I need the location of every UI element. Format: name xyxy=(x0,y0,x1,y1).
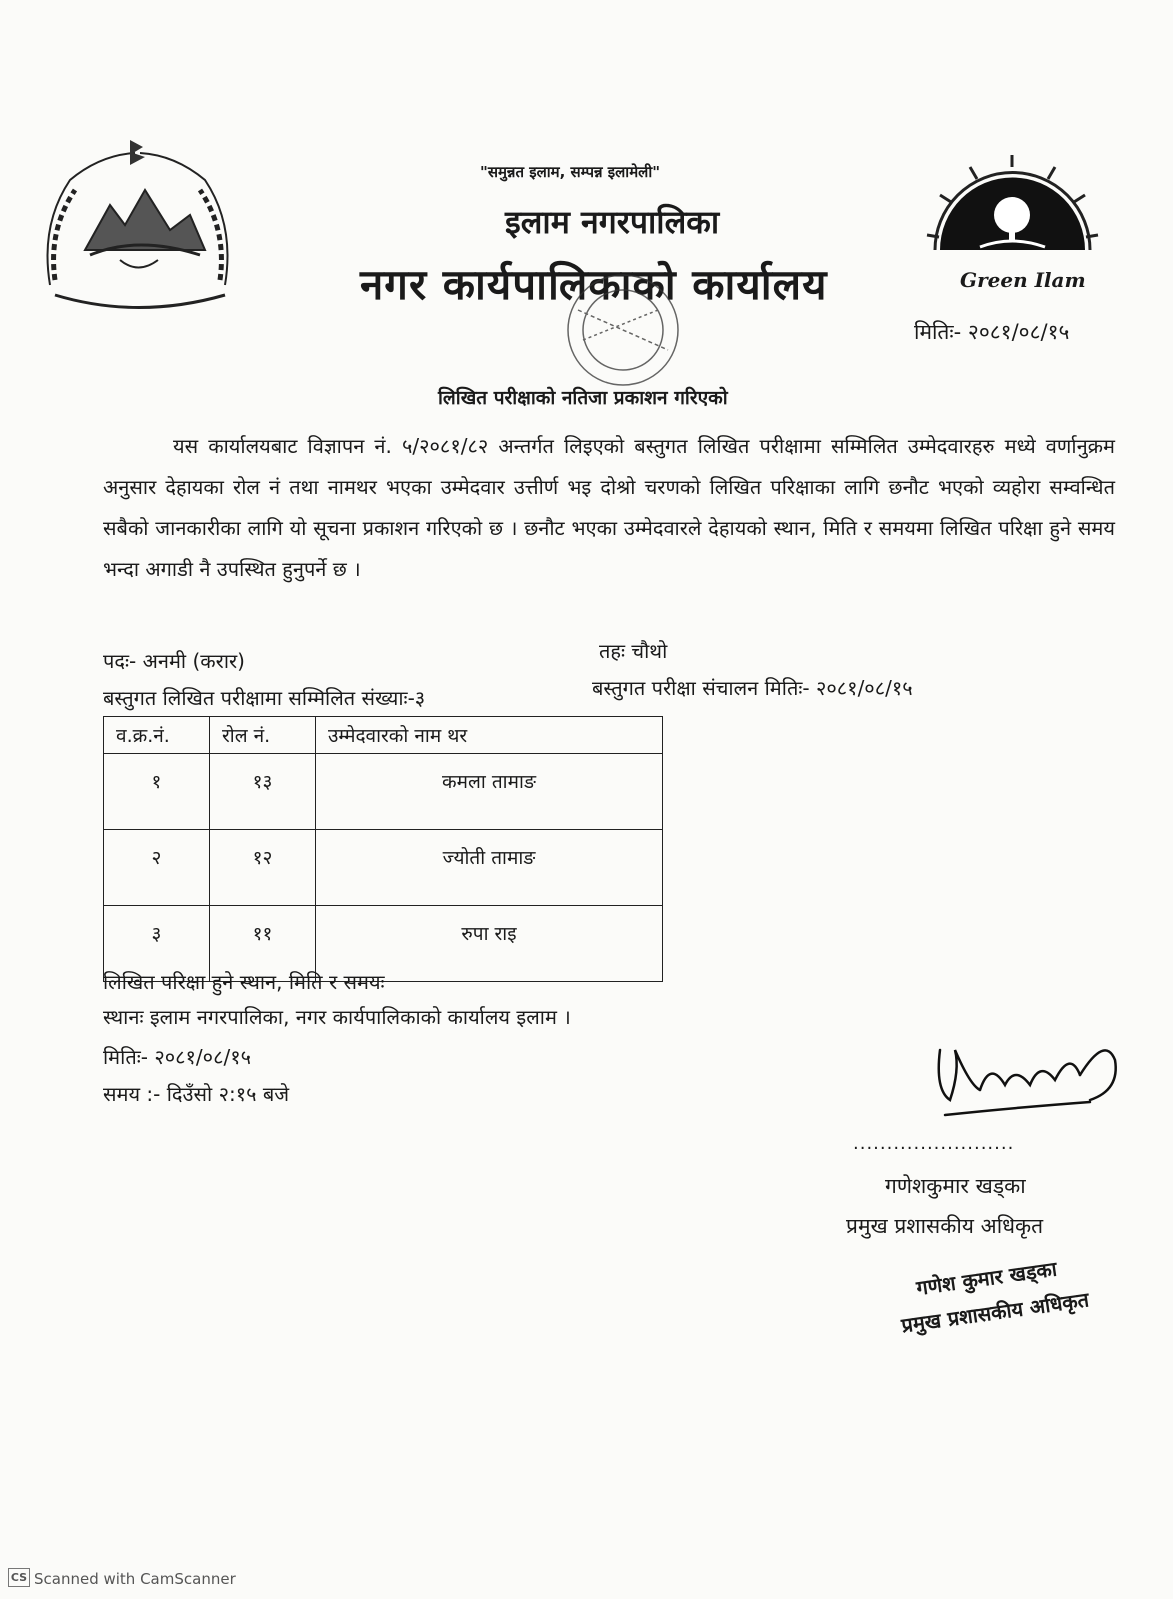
cell-serial: २ xyxy=(104,830,210,906)
candidate-count-field: बस्तुगत लिखित परीक्षामा सम्मिलित संख्याः-३ xyxy=(103,686,426,710)
notice-body: यस कार्यालयबाट विज्ञापन नं. ५/२०८१/८२ अन्तर्गत लिइएको बस्तुगत लिखित परीक्षामा सम्मिलित उम्मेदवारहरु मध्ये वर्णानुक्रम अनुसार देहायका रोल नं तथा नामथर भएका उम्मेदवार उत्तीर्ण भइ दोश्रो चरणको लिखित परिक्षाका लागि छनौट भएको व्यहोरा सम्वन्धित सबैको जानकारीका लागि यो सूचना प्रकाशन गरिएको छ । छनौट भएका उम्मेदवारले देहायको स्थान, मिति र समयमा लिखित परिक्षा हुने समय भन्दा अगाडी नै उपस्थित हुनुपर्ने छ । xyxy=(103,434,1115,581)
level-field: तहः चौथो xyxy=(599,639,668,663)
cell-roll: १३ xyxy=(210,754,316,830)
office-title: नगर कार्यपालिकाको कार्यालय xyxy=(360,260,828,309)
camscanner-icon: CS xyxy=(8,1568,30,1587)
exam-date-field: बस्तुगत परीक्षा संचालन मितिः- २०८१/०८/१५ xyxy=(592,676,913,700)
post-field: पदः- अनमी (करार) xyxy=(103,649,245,673)
table-row xyxy=(104,754,663,830)
cell-name: कमला तामाङ xyxy=(316,754,663,830)
name-stamp xyxy=(895,1248,1115,1366)
signature-icon xyxy=(930,1030,1130,1130)
signatory-title: प्रमुख प्रशासकीय अधिकृत xyxy=(846,1214,1044,1238)
document-date: मितिः- २०८१/०८/१५ xyxy=(914,320,1070,344)
scanner-watermark: Scanned with CamScanner xyxy=(34,1570,236,1588)
table-row xyxy=(104,830,663,906)
cell-serial: १ xyxy=(104,754,210,830)
table-header-row xyxy=(104,717,663,754)
venue-date: मितिः- २०८१/०८/१५ xyxy=(103,1045,252,1069)
cell-serial: ३ xyxy=(104,906,210,982)
nepal-emblem-icon xyxy=(30,135,245,315)
signatory-name: गणेशकुमार खड्का xyxy=(885,1174,1026,1198)
column-header-serial: व.क्र.नं. xyxy=(104,717,210,754)
notice-title: लिखित परीक्षाको नतिजा प्रकाशन गरिएको xyxy=(438,387,728,409)
cell-name: रुपा राइ xyxy=(316,906,663,982)
cell-roll: १२ xyxy=(210,830,316,906)
signature-line: ........................ xyxy=(853,1133,1015,1154)
cell-roll: ११ xyxy=(210,906,316,982)
office-seal-icon xyxy=(548,270,698,400)
venue-heading: लिखित परिक्षा हुने स्थान, मिति र समयः xyxy=(103,970,385,994)
name-stamp-line: प्रमुख प्रशासकीय अधिकृत xyxy=(899,1287,1091,1338)
results-table xyxy=(103,716,663,982)
municipality-name: इलाम नगरपालिका xyxy=(505,203,720,241)
column-header-roll: रोल नं. xyxy=(210,717,316,754)
slogan: "समुन्नत इलाम, सम्पन्न इलामेली" xyxy=(480,163,661,181)
column-header-name: उम्मेदवारको नाम थर xyxy=(316,717,663,754)
green-ilam-logo-text: Green Ilam xyxy=(960,268,1086,292)
venue-place: स्थानः इलाम नगरपालिका, नगर कार्यपालिकाको कार्यालय इलाम । xyxy=(103,1005,571,1029)
name-stamp-line: गणेश कुमार खड्का xyxy=(914,1256,1059,1301)
cell-name: ज्योती तामाङ xyxy=(316,830,663,906)
venue-time: समय :- दिउँसो २:१५ बजे xyxy=(103,1082,290,1106)
